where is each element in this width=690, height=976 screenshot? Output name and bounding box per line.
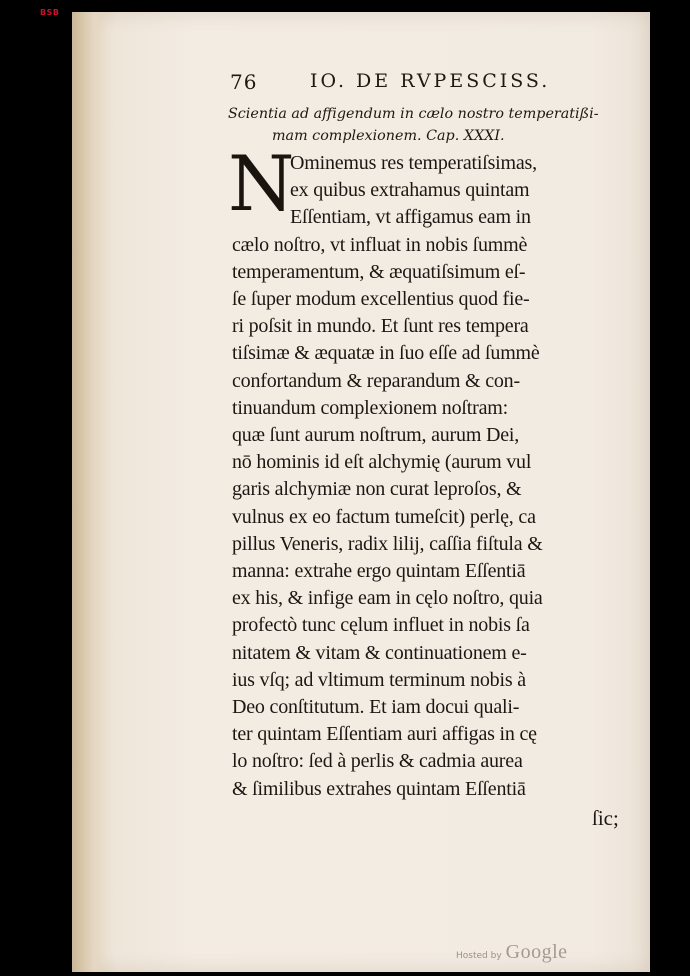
body-line: ius vſq; ad vltimum terminum nobis à: [232, 668, 526, 691]
body-line: ex quibus extrahamus quintam: [290, 179, 530, 202]
catchword: ſic;: [592, 806, 619, 830]
body-line: Deo conſtitutum. Et iam docui quali-: [232, 696, 520, 718]
body-line: nitatem & vitam & continuationem e-: [232, 641, 527, 664]
body-line: Eſſentiam, vt affigamus eam in: [290, 206, 531, 229]
chapter-title-line-1: Scientia ad affigendum in cælo nostro temperatißi-: [228, 106, 599, 122]
page-header: [230, 70, 640, 96]
body-line: & ſimilibus extrahes quintam Eſſentiā: [232, 777, 526, 800]
body-line: ri poſsit in mundo. Et ſunt res tempera: [232, 315, 529, 338]
body-line: manna: extrahe ergo quintam Eſſentiā: [232, 560, 526, 582]
body-line: garis alchymiæ non curat leproſos, &: [232, 478, 522, 501]
body-line: quæ ſunt aurum noſtrum, aurum Dei,: [232, 424, 520, 446]
hosted-by-google-watermark: [456, 941, 568, 964]
body-line: vulnus ex eo factum tumeſcit) perlę, ca: [232, 505, 536, 528]
drop-cap-initial: N: [228, 139, 295, 228]
body-line: profectò tunc cęlum influet in nobis ſa: [232, 614, 530, 637]
body-line: ex his, & infige eam in cęlo noſtro, quia: [232, 587, 543, 610]
body-line: temperamentum, & æquatiſsimum eſ-: [232, 260, 526, 283]
page-number: 76: [230, 70, 258, 94]
hosted-by-label: Hosted by: [456, 951, 502, 961]
body-line: Ominemus res temperatiſsimas,: [290, 152, 537, 174]
body-line: pillus Veneris, radix lilij, caſſia fiſtula &: [232, 532, 543, 555]
body-line: ter quintam Eſſentiam auri affigas in cę: [232, 723, 537, 746]
body-line: confortandum & reparandum & con-: [232, 369, 520, 392]
page-gutter-shadow: [72, 12, 106, 972]
library-stamp: BSB: [40, 8, 60, 17]
body-line: tinuandum complexionem noſtram:: [232, 396, 508, 419]
body-line: nō hominis id eſt alchymię (aurum vul: [232, 451, 532, 474]
body-line: cælo noſtro, vt influat in nobis ſummè: [232, 233, 528, 256]
running-head: IO. DE RVPESCISS.: [310, 70, 551, 92]
body-line: tiſsimæ & æquatæ in ſuo eſſe ad ſummè: [232, 342, 540, 365]
google-logo: Google: [505, 941, 568, 963]
body-line: lo noſtro: ſed à perlis & cadmia aurea: [232, 750, 523, 773]
chapter-title-line-2: mam complexionem. Cap. XXXI.: [272, 128, 505, 144]
body-line: ſe ſuper modum excellentius quod fie-: [232, 288, 530, 310]
